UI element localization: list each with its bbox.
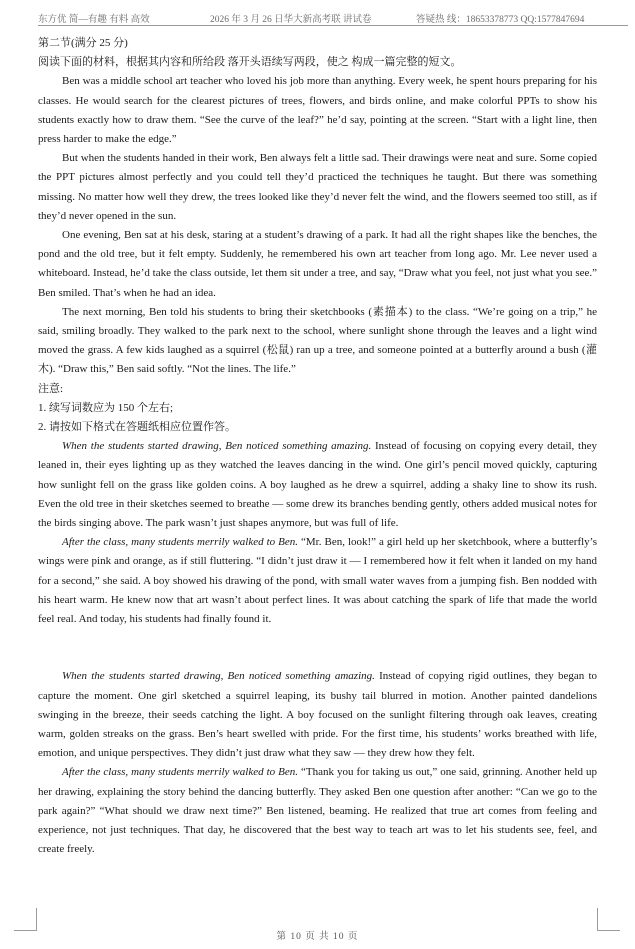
story-paragraph: One evening, Ben sat at his desk, staring at a student’s drawing of a park. It had all the right shapes like the benches, the pond and the old tree, but it felt empty. Suddenly, he remembered his own art teacher from long ago. Mr. Lee never used a whiteboard. Instead, he’d take the class outside, let them sit under a tree, and say, “Draw what you feel, not just what you see.” Ben smiled. That’s when he had an idea. xyxy=(38,229,597,299)
header-right-text: 答疑热 线：18653378773 QQ:1577847694 xyxy=(416,15,585,25)
sample-answer-paragraph xyxy=(38,763,597,859)
story-paragraph: But when the students handed in their work, Ben always felt a little sad. Their drawings were neat and sure. Some copied the PPT pictures almost perfectly and you could tell they’d practiced the techniques he taught. But there was something missing. No matter how well they drew, the trees looked like they’d never felt the wind, and the flowers seemed too still, as if they’d never opened in the sun. xyxy=(38,152,597,222)
story-paragraph: The next morning, Ben told his students to bring their sketchbooks (素描本) to the class. “We’re going on a trip,” he said, smiling broadly. They walked to the park next to the school, where sunlight shone through the leaves and a light wind moved the grass. A few kids laughed as a squirrel (松鼠) ran up a tree, and someone pointed at a butterfly around a bush (灌木). “Draw this,” Ben said softly. “Not the lines. The life.” xyxy=(38,305,597,376)
note-item: 1. 续写词数应为 150 个左右; xyxy=(38,401,174,414)
paragraph-opening: When the students started drawing, Ben noticed something amazing. xyxy=(62,670,375,683)
sample-answer-paragraph xyxy=(38,437,597,533)
page-footer: 第 10 页 共 10 页 xyxy=(276,932,359,942)
sample-answer-paragraph xyxy=(38,533,597,629)
paragraph-opening: When the students started drawing, Ben noticed something amazing. xyxy=(62,440,372,453)
story-paragraph: Ben was a middle school art teacher who loved his job more than anything. Every week, he spent hours preparing for his classes. He would search for the clearest pictures of trees, flowers, and birds online, and make colorful PPTs to show his students exactly how to draw them. “See the curve of the leaf?” he’d say, pointing at the screen. “Start with a light line, then press harder to make the edge.” xyxy=(38,75,597,146)
blank-gap xyxy=(38,629,597,667)
sample-answer-paragraph xyxy=(38,667,597,763)
notes-title: 注意: xyxy=(38,382,64,395)
document-body xyxy=(38,34,597,859)
paragraph-text: Instead of copying rigid outlines, they began to capture the moment. One girl sketched a squirrel leaping, its bushy tail blurred in motion. Another painted dandelions swinging in the breeze, their seeds catching the light. A boy focused on the sunlight filtering through oak leaves, creating warm, golden streaks on the grass. Ben’s heart swelled with pride. For the first time, his students’ works breathed with life, emotion, and unique perspectives. They didn’t just draw what they saw — they drew how they felt. xyxy=(38,670,598,760)
section-title: 第二节(满分 25 分) xyxy=(38,37,128,49)
paragraph-opening: After the class, many students merrily walked to Ben. xyxy=(62,536,299,549)
note-item: 2. 请按如下格式在答题纸相应位置作答。 xyxy=(38,421,236,434)
paragraph-text: “Thank you for taking us out,” one said, grinning. Another held up her drawing, explaining the story behind the dancing butterfly. They asked Ben one question after another: “Can we go to the park again?” “What should we draw next time?” Ben listened, beaming. He realized that true art comes from feeling and experience, not just techniques. That day, he discovered that the best way to teach art was to let his students see, feel, and create freely. xyxy=(38,766,597,856)
header-center-text: 2026 年 3 月 26 日华大新高考联 讲试卷 xyxy=(210,15,372,25)
paragraph-text: Instead of focusing on copying every detail, they leaned in, their eyes lighting up as they watched the leaves dancing in the wind. One girl’s pencil moved quickly, capturing how sunlight fell on the grass like golden coins. A boy laughed as he drew a squirrel, adding a shaky line to show its rush. Even the old tree in their sketches seemed to breathe — some drew its branches bending gently, others added musical notes for the birds singing above. The park wasn’t just shapes anymore, but was full of life. xyxy=(38,440,597,530)
page-header xyxy=(38,9,628,26)
header-left-text: 东方优 简—有趣 有料 高效 xyxy=(38,15,150,25)
instruction-text: 阅读下面的材料，根据其内容和所给段 落开头语续写两段，使之 构成一篇完整的短文。 xyxy=(38,56,462,69)
paragraph-opening: After the class, many students merrily walked to Ben. xyxy=(62,766,298,779)
paragraph-text: “Mr. Ben, look!” a girl held up her sketchbook, where a butterfly’s wings were pink and orange, as if still fluttering. “I didn’t just draw it — I remembered how it felt when it landed on my hand for a second,” she said. A boy showed his drawing of the pond, with small water waves from a jumping fish. Ben nodded with his heart warm. He knew now that art wasn’t about perfect lines. It was about catching the spark of life that made the world feel real. And today, his students had finally found it. xyxy=(38,536,597,626)
